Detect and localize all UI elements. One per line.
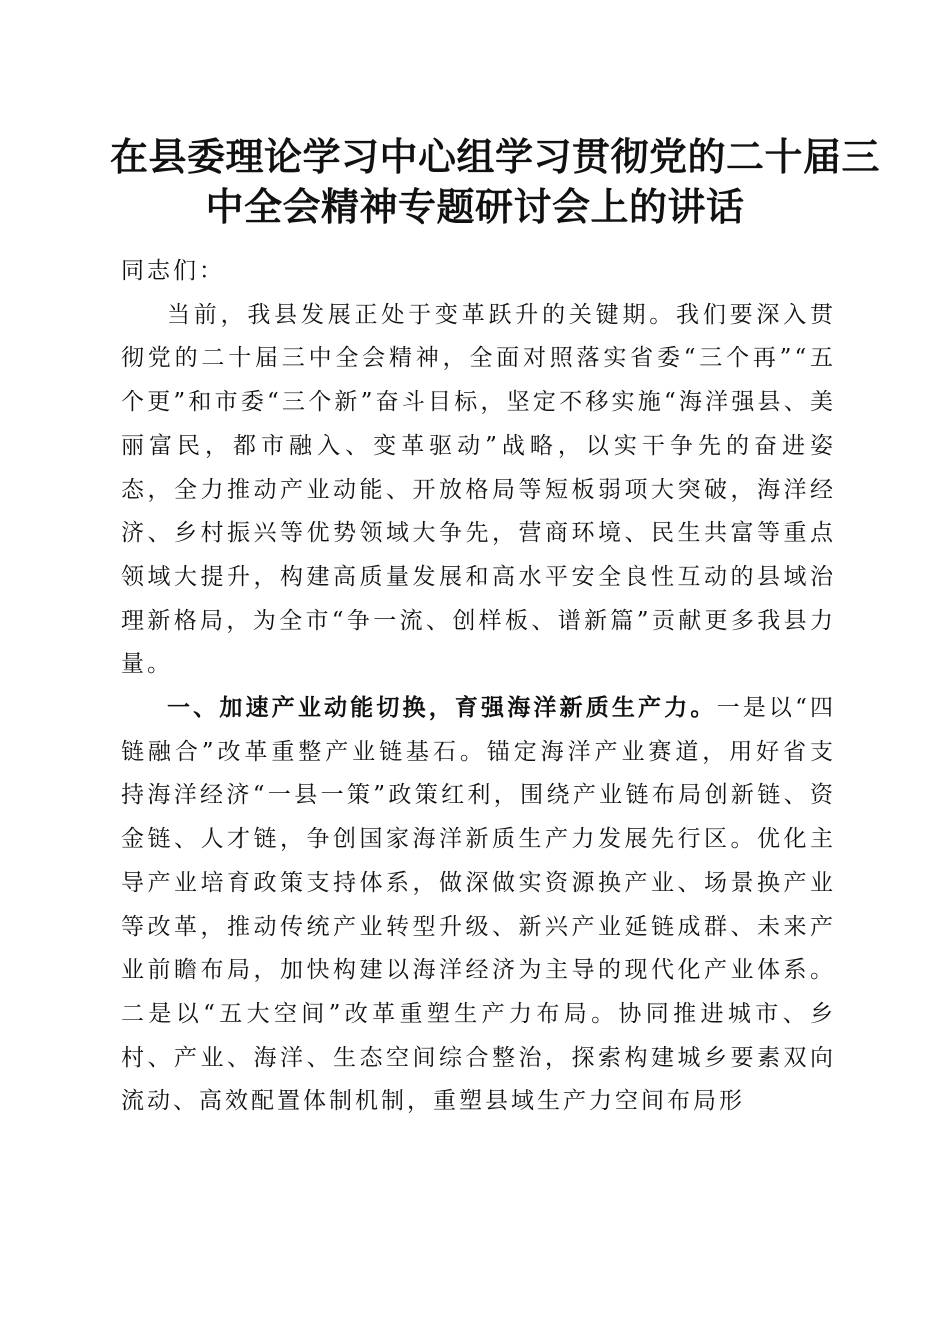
section-1-heading: 一、加速产业动能切换，育强海洋新质生产力。 <box>167 695 717 722</box>
paragraph-section-1 <box>121 687 836 1124</box>
document-body <box>121 250 836 1124</box>
greeting: 同志们： <box>121 258 225 284</box>
paragraph-intro: 当前，我县发展正处于变革跃升的关键期。我们要深入贯彻党的二十届三中全会精神，全面对照落实省委“三个再”“五个更”和市委“三个新”奋斗目标，坚定不移实施“海洋强县、美丽富民，都市融入、变革驱动”战略，以实干争先的奋进姿态，全力推动产业动能、开放格局等短板弱项大突破，海洋经济、乡村振兴等优势领域大争先，营商环境、民生共富等重点领域大提升，构建高质量发展和高水平安全良性互动的县域治理新格局，为全市“争一流、创样板、谱新篇”贡献更多我县力量。 <box>121 301 836 678</box>
document-title <box>110 132 881 232</box>
title-line-1: 在县委理论学习中心组学习贯彻党的二十届三 <box>110 134 881 179</box>
section-1-text: 一是以“四链融合”改革重整产业链基石。锚定海洋产业赛道，用好省支持海洋经济“一县一策”政策红利，围绕产业链布局创新链、资金链、人才链，争创国家海洋新质生产力发展先行区。优化主导产业培育政策支持体系，做深做实资源换产业、场景换产业等改革，推动传统产业转型升级、新兴产业延链成群、未来产业前瞻布局，加快构建以海洋经济为主导的现代化产业体系。二是以“五大空间”改革重塑生产力布局。协同推进城市、乡村、产业、海洋、生态空间综合整治，探索构建城乡要素双向流动、高效配置体制机制，重塑县域生产力空间布局形 <box>121 695 836 1115</box>
title-line-2: 中全会精神专题研讨会上的讲话 <box>205 184 745 229</box>
